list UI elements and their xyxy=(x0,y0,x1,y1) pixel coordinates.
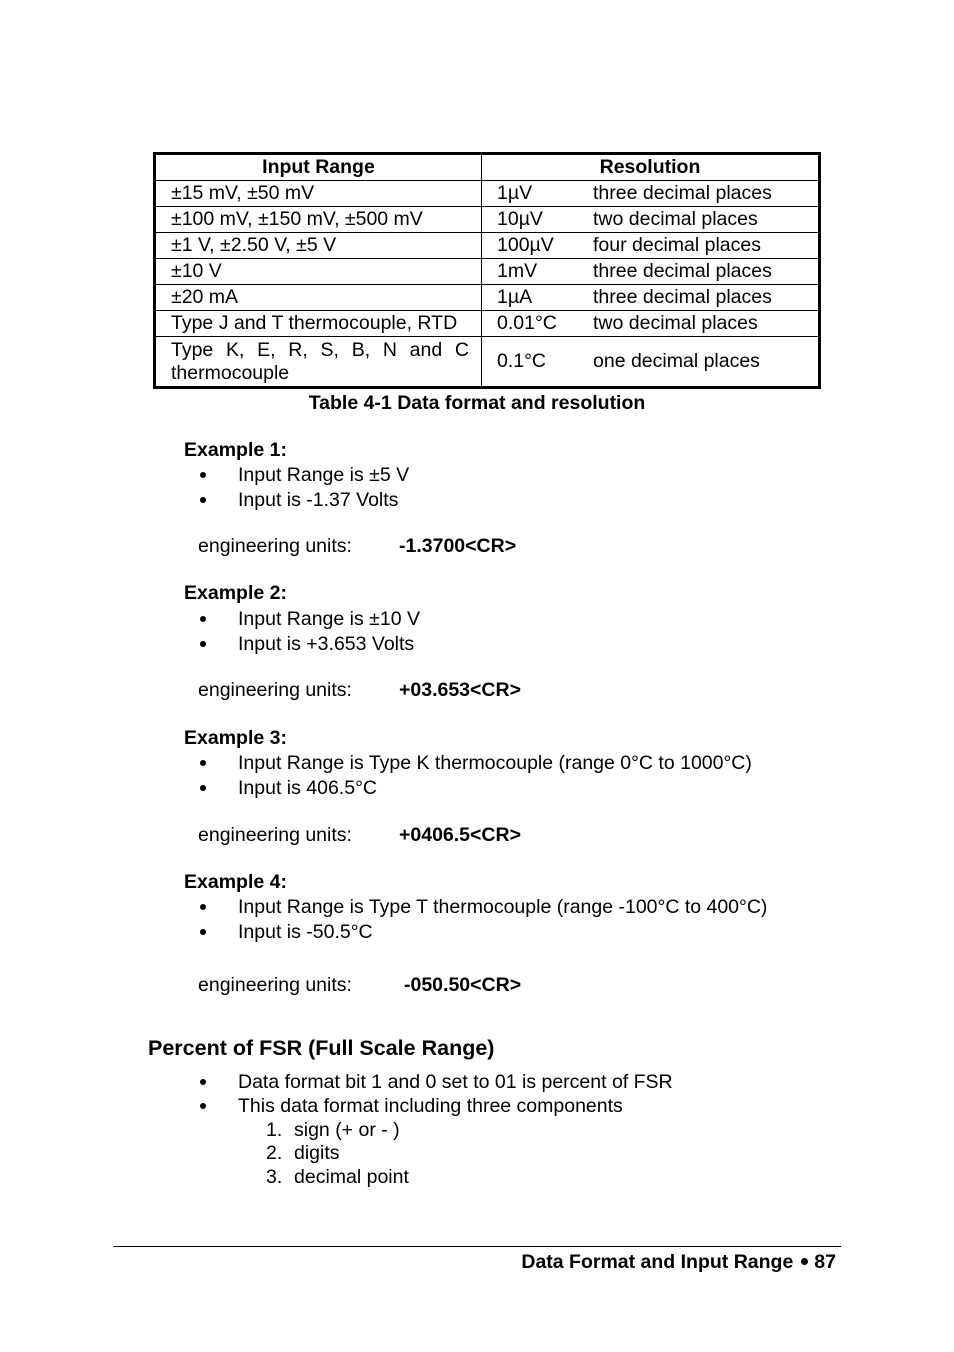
bullet-icon xyxy=(198,488,212,512)
example-4-label: engineering units: xyxy=(198,974,352,996)
decimal-places: two decimal places xyxy=(593,312,758,334)
table-row xyxy=(155,285,820,311)
bullet-icon xyxy=(198,463,212,487)
table-row xyxy=(155,233,820,259)
cell-input-range: ±15 mV, ±50 mV xyxy=(155,181,482,207)
decimal-places: one decimal places xyxy=(593,350,760,372)
example-4-bullet-1: Input Range is Type T thermocouple (range -100°C to 400°C) xyxy=(238,896,768,918)
table-header-row xyxy=(155,154,820,181)
cell-input-range: Type J and T thermocouple, RTD xyxy=(155,311,482,337)
example-1-bullet-2: Input is -1.37 Volts xyxy=(238,489,399,511)
decimal-places: three decimal places xyxy=(593,260,772,282)
example-1-label: engineering units: xyxy=(198,535,352,557)
bullet-icon xyxy=(801,1258,808,1265)
example-3-value: +0406.5<CR> xyxy=(399,824,521,846)
section-bullet-2: This data format including three components xyxy=(238,1095,623,1117)
example-2-bullet-1: Input Range is ±10 V xyxy=(238,608,420,630)
example-3-label: engineering units: xyxy=(198,824,352,846)
cell-input-range: ±1 V, ±2.50 V, ±5 V xyxy=(155,233,482,259)
example-3-title: Example 3: xyxy=(184,727,287,749)
table-row xyxy=(155,181,820,207)
example-1-bullet-1: Input Range is ±5 V xyxy=(238,464,410,486)
cell-resolution xyxy=(482,207,820,233)
section-heading: Percent of FSR (Full Scale Range) xyxy=(148,1036,495,1060)
cell-input-range: ±20 mA xyxy=(155,285,482,311)
table-row xyxy=(155,207,820,233)
bullet-icon xyxy=(198,920,212,944)
resolution-value: 1mV xyxy=(497,260,538,282)
page-number: 87 xyxy=(814,1251,836,1273)
example-1-value: -1.3700<CR> xyxy=(399,535,517,557)
input-range-text: Type K, E, R, S, B, N and C thermocouple xyxy=(171,338,469,384)
footer-title: Data Format and Input Range xyxy=(521,1251,794,1273)
example-2-label: engineering units: xyxy=(198,679,352,701)
cell-resolution xyxy=(482,181,820,207)
resolution-value: 0.01°C xyxy=(497,312,557,334)
bullet-icon xyxy=(198,895,212,919)
decimal-places: three decimal places xyxy=(593,286,772,308)
cell-input-range: ±100 mV, ±150 mV, ±500 mV xyxy=(155,207,482,233)
cell-resolution xyxy=(482,259,820,285)
section-bullet-1: Data format bit 1 and 0 set to 01 is percent of FSR xyxy=(238,1071,673,1093)
example-2-title: Example 2: xyxy=(184,582,287,604)
bullet-icon xyxy=(198,751,212,775)
decimal-places: two decimal places xyxy=(593,208,758,230)
bullet-icon xyxy=(198,1094,212,1118)
resolution-value: 0.1°C xyxy=(497,350,546,372)
example-2-value: +03.653<CR> xyxy=(399,679,521,701)
table-caption: Table 4-1 Data format and resolution xyxy=(308,392,646,414)
table-row xyxy=(155,259,820,285)
example-1-title: Example 1: xyxy=(184,439,287,461)
list-item-3: decimal point xyxy=(294,1166,409,1188)
resolution-value: 1µV xyxy=(497,182,533,204)
decimal-places: three decimal places xyxy=(593,182,772,204)
resolution-value: 1µA xyxy=(497,286,533,308)
cell-resolution xyxy=(482,337,820,388)
example-4-bullet-2: Input is -50.5°C xyxy=(238,921,373,943)
cell-resolution xyxy=(482,311,820,337)
column-header-resolution: Resolution xyxy=(482,154,820,181)
table-row xyxy=(155,311,820,337)
example-3-bullet-1: Input Range is Type K thermocouple (range 0°C to 1000°C) xyxy=(238,752,752,774)
list-number-1: 1. xyxy=(266,1119,283,1141)
list-item-2: digits xyxy=(294,1142,340,1164)
bullet-icon xyxy=(198,607,212,631)
cell-input-range xyxy=(155,337,482,388)
list-number-2: 2. xyxy=(266,1142,283,1164)
resolution-table xyxy=(153,152,821,389)
bullet-icon xyxy=(198,1070,212,1094)
example-2-bullet-2: Input is +3.653 Volts xyxy=(238,633,415,655)
footer-divider xyxy=(113,1246,841,1247)
bullet-icon xyxy=(198,632,212,656)
list-number-3: 3. xyxy=(266,1166,283,1188)
resolution-value: 100µV xyxy=(497,234,554,256)
column-header-input-range: Input Range xyxy=(155,154,482,181)
bullet-icon xyxy=(198,776,212,800)
page-footer xyxy=(521,1250,836,1274)
example-3-bullet-2: Input is 406.5°C xyxy=(238,777,377,799)
example-4-value: -050.50<CR> xyxy=(404,974,522,996)
cell-resolution xyxy=(482,233,820,259)
table-row xyxy=(155,337,820,388)
resolution-value: 10µV xyxy=(497,208,543,230)
cell-input-range: ±10 V xyxy=(155,259,482,285)
example-4-title: Example 4: xyxy=(184,871,287,893)
decimal-places: four decimal places xyxy=(593,234,761,256)
cell-resolution xyxy=(482,285,820,311)
list-item-1: sign (+ or - ) xyxy=(294,1119,400,1141)
